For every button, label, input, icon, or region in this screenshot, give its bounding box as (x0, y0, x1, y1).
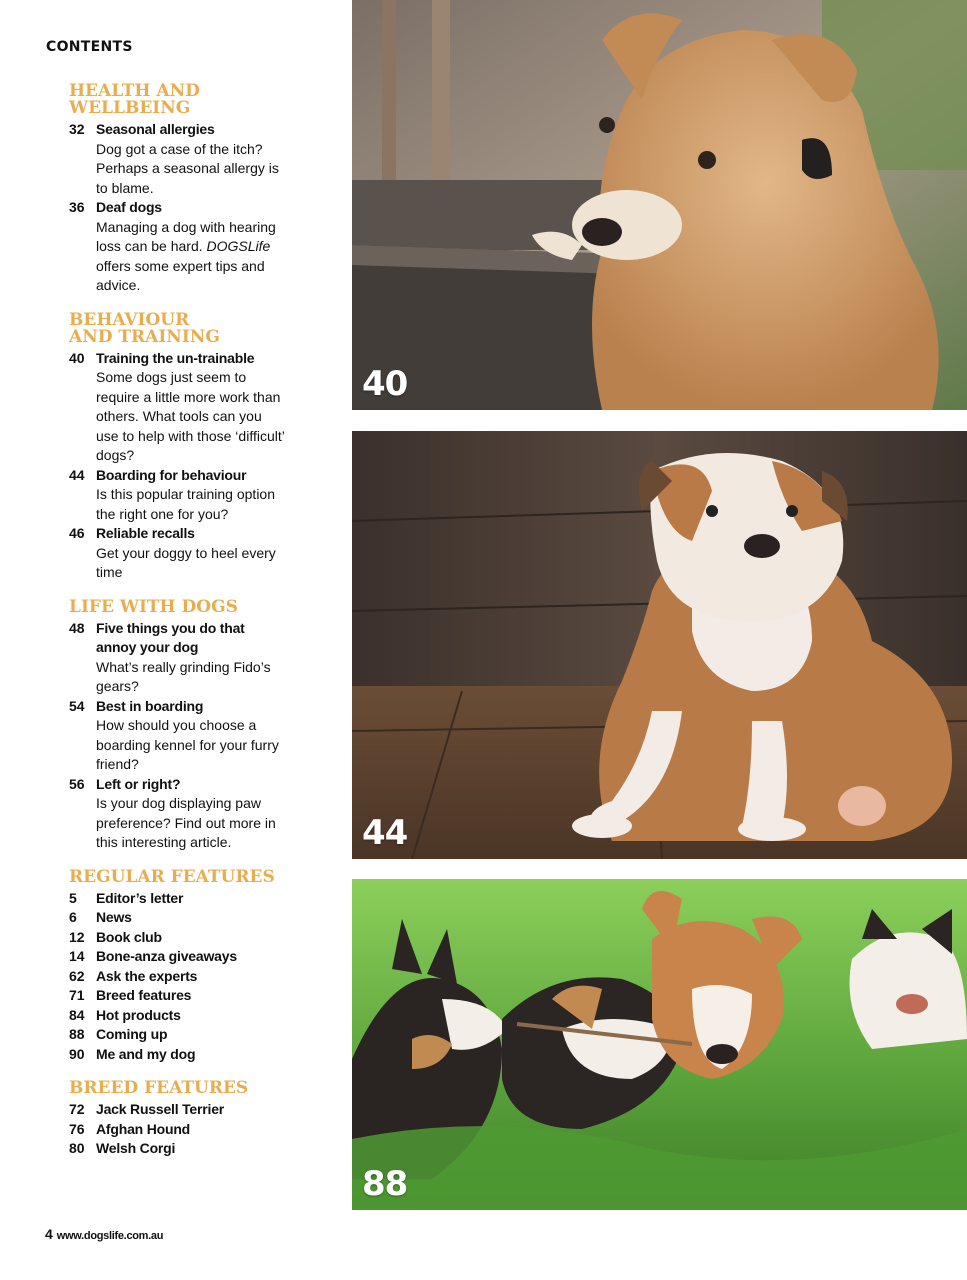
page-footer (45, 1226, 163, 1242)
toc-entry[interactable] (69, 908, 339, 928)
toc-entry[interactable] (69, 349, 339, 466)
section-heading: BEHAVIOUR AND TRAINING (69, 309, 220, 347)
entry-page: 12 (69, 928, 85, 945)
entry-title: Editor’s letter (96, 889, 184, 906)
section-breed (69, 1080, 339, 1159)
toc-entry[interactable] (69, 947, 339, 967)
section-heading: HEALTH AND WELLBEING (69, 81, 200, 118)
toc-entry[interactable] (69, 986, 339, 1006)
entry-page: 40 (69, 349, 85, 366)
entry-page: 90 (69, 1045, 85, 1062)
section-regular (69, 866, 339, 1065)
photo-page-number: 88 (362, 1164, 408, 1204)
entry-page: 6 (69, 909, 77, 925)
toc-entry[interactable] (69, 198, 339, 296)
entry-page: 56 (69, 775, 85, 792)
entry-page: 84 (69, 1006, 85, 1023)
photo-page-number: 40 (362, 364, 408, 404)
entry-desc: Dog got a case of the itch? Perhaps a seasonal allergy is to blame. (96, 140, 279, 196)
entry-title: Jack Russell Terrier (96, 1101, 225, 1117)
toc-entry[interactable] (69, 775, 339, 853)
entry-desc-text: Managing a dog with hearing loss can be hard. (96, 218, 276, 254)
entry-title: Hot products (96, 1006, 181, 1023)
toc-entry[interactable] (69, 1006, 339, 1026)
entry-desc: Some dogs just seem to require a little more work than others. What tools can you use to help with those ‘difficult’ dogs? (96, 369, 285, 463)
entry-title: Best in boarding (96, 697, 204, 714)
table-of-contents (69, 83, 339, 1175)
corgi-photo-illustration (352, 879, 967, 1210)
toc-entry[interactable] (69, 524, 339, 583)
entry-title: Reliable recalls (96, 525, 195, 541)
entry-title: Five things you do that annoy your dog (96, 619, 245, 655)
toc-entry[interactable] (69, 967, 339, 987)
entry-title: Book club (96, 928, 162, 945)
entry-desc: Is your dog displaying paw preference? Find out more in this interesting article. (96, 795, 276, 850)
entry-desc (96, 218, 286, 296)
section-heading: REGULAR FEATURES (69, 866, 275, 887)
bulldog-photo-illustration (352, 431, 967, 859)
entry-page: 44 (69, 466, 85, 483)
toc-entry[interactable] (69, 1100, 339, 1120)
entry-page: 62 (69, 967, 85, 984)
section-behaviour (69, 309, 339, 583)
toc-entry[interactable] (69, 1139, 339, 1159)
entry-title: Breed features (96, 987, 192, 1003)
entry-title: Boarding for behaviour (96, 466, 247, 483)
magazine-name: DOGSLife (206, 238, 271, 254)
entry-page: 80 (69, 1140, 85, 1156)
photo-bulldog[interactable] (352, 431, 967, 859)
entry-title: Left or right? (96, 775, 181, 792)
entry-title: Me and my dog (96, 1045, 196, 1062)
entry-page: 54 (69, 697, 85, 714)
entry-title: News (96, 909, 132, 925)
section-life (69, 596, 339, 853)
section-heading: LIFE WITH DOGS (69, 596, 238, 617)
entry-page: 88 (69, 1026, 85, 1042)
toc-entry[interactable] (69, 889, 339, 909)
entry-title: Afghan Hound (96, 1120, 191, 1137)
section-heading: BREED FEATURES (69, 1078, 249, 1098)
photo-puppy-box[interactable] (352, 0, 967, 410)
entry-desc: How should you choose a boarding kennel for your furry friend? (96, 717, 279, 772)
entry-title: Ask the experts (96, 967, 198, 984)
entry-title: Bone-anza giveaways (96, 948, 237, 964)
entry-page: 14 (69, 948, 85, 964)
folio-page-number: 4 (45, 1226, 53, 1242)
toc-entry[interactable] (69, 1045, 339, 1065)
entry-desc: What’s really grinding Fido’s gears? (96, 658, 271, 694)
contents-label: CONTENTS (46, 39, 133, 55)
entry-title: Coming up (96, 1026, 168, 1042)
website-url[interactable]: www.dogslife.com.au (56, 1230, 164, 1242)
toc-entry[interactable] (69, 697, 339, 775)
toc-entry[interactable] (69, 1025, 339, 1045)
entry-title: Training the un-trainable (96, 349, 255, 366)
entry-title: Welsh Corgi (96, 1140, 176, 1156)
puppy-photo-illustration (352, 0, 967, 410)
entry-page: 76 (69, 1120, 85, 1137)
entry-page: 46 (69, 525, 85, 541)
toc-entry[interactable] (69, 619, 339, 697)
entry-page: 48 (69, 619, 85, 636)
entry-desc-text: offers some expert tips and advice. (96, 257, 265, 293)
entry-desc: Is this popular training option the right one for you? (96, 486, 275, 522)
entry-page: 72 (69, 1101, 85, 1117)
toc-entry[interactable] (69, 120, 339, 198)
entry-page: 71 (69, 987, 85, 1003)
entry-page: 36 (69, 199, 85, 215)
entry-desc: Get your doggy to heel every time (96, 544, 276, 580)
entry-title: Deaf dogs (96, 199, 162, 215)
toc-entry[interactable] (69, 466, 339, 525)
photo-corgis[interactable] (352, 879, 967, 1210)
entry-title: Seasonal allergies (96, 121, 215, 137)
toc-entry[interactable] (69, 928, 339, 948)
entry-page: 32 (69, 121, 85, 137)
photo-page-number: 44 (362, 813, 408, 853)
entry-page: 5 (69, 889, 77, 906)
toc-entry[interactable] (69, 1120, 339, 1140)
section-health (69, 83, 339, 296)
